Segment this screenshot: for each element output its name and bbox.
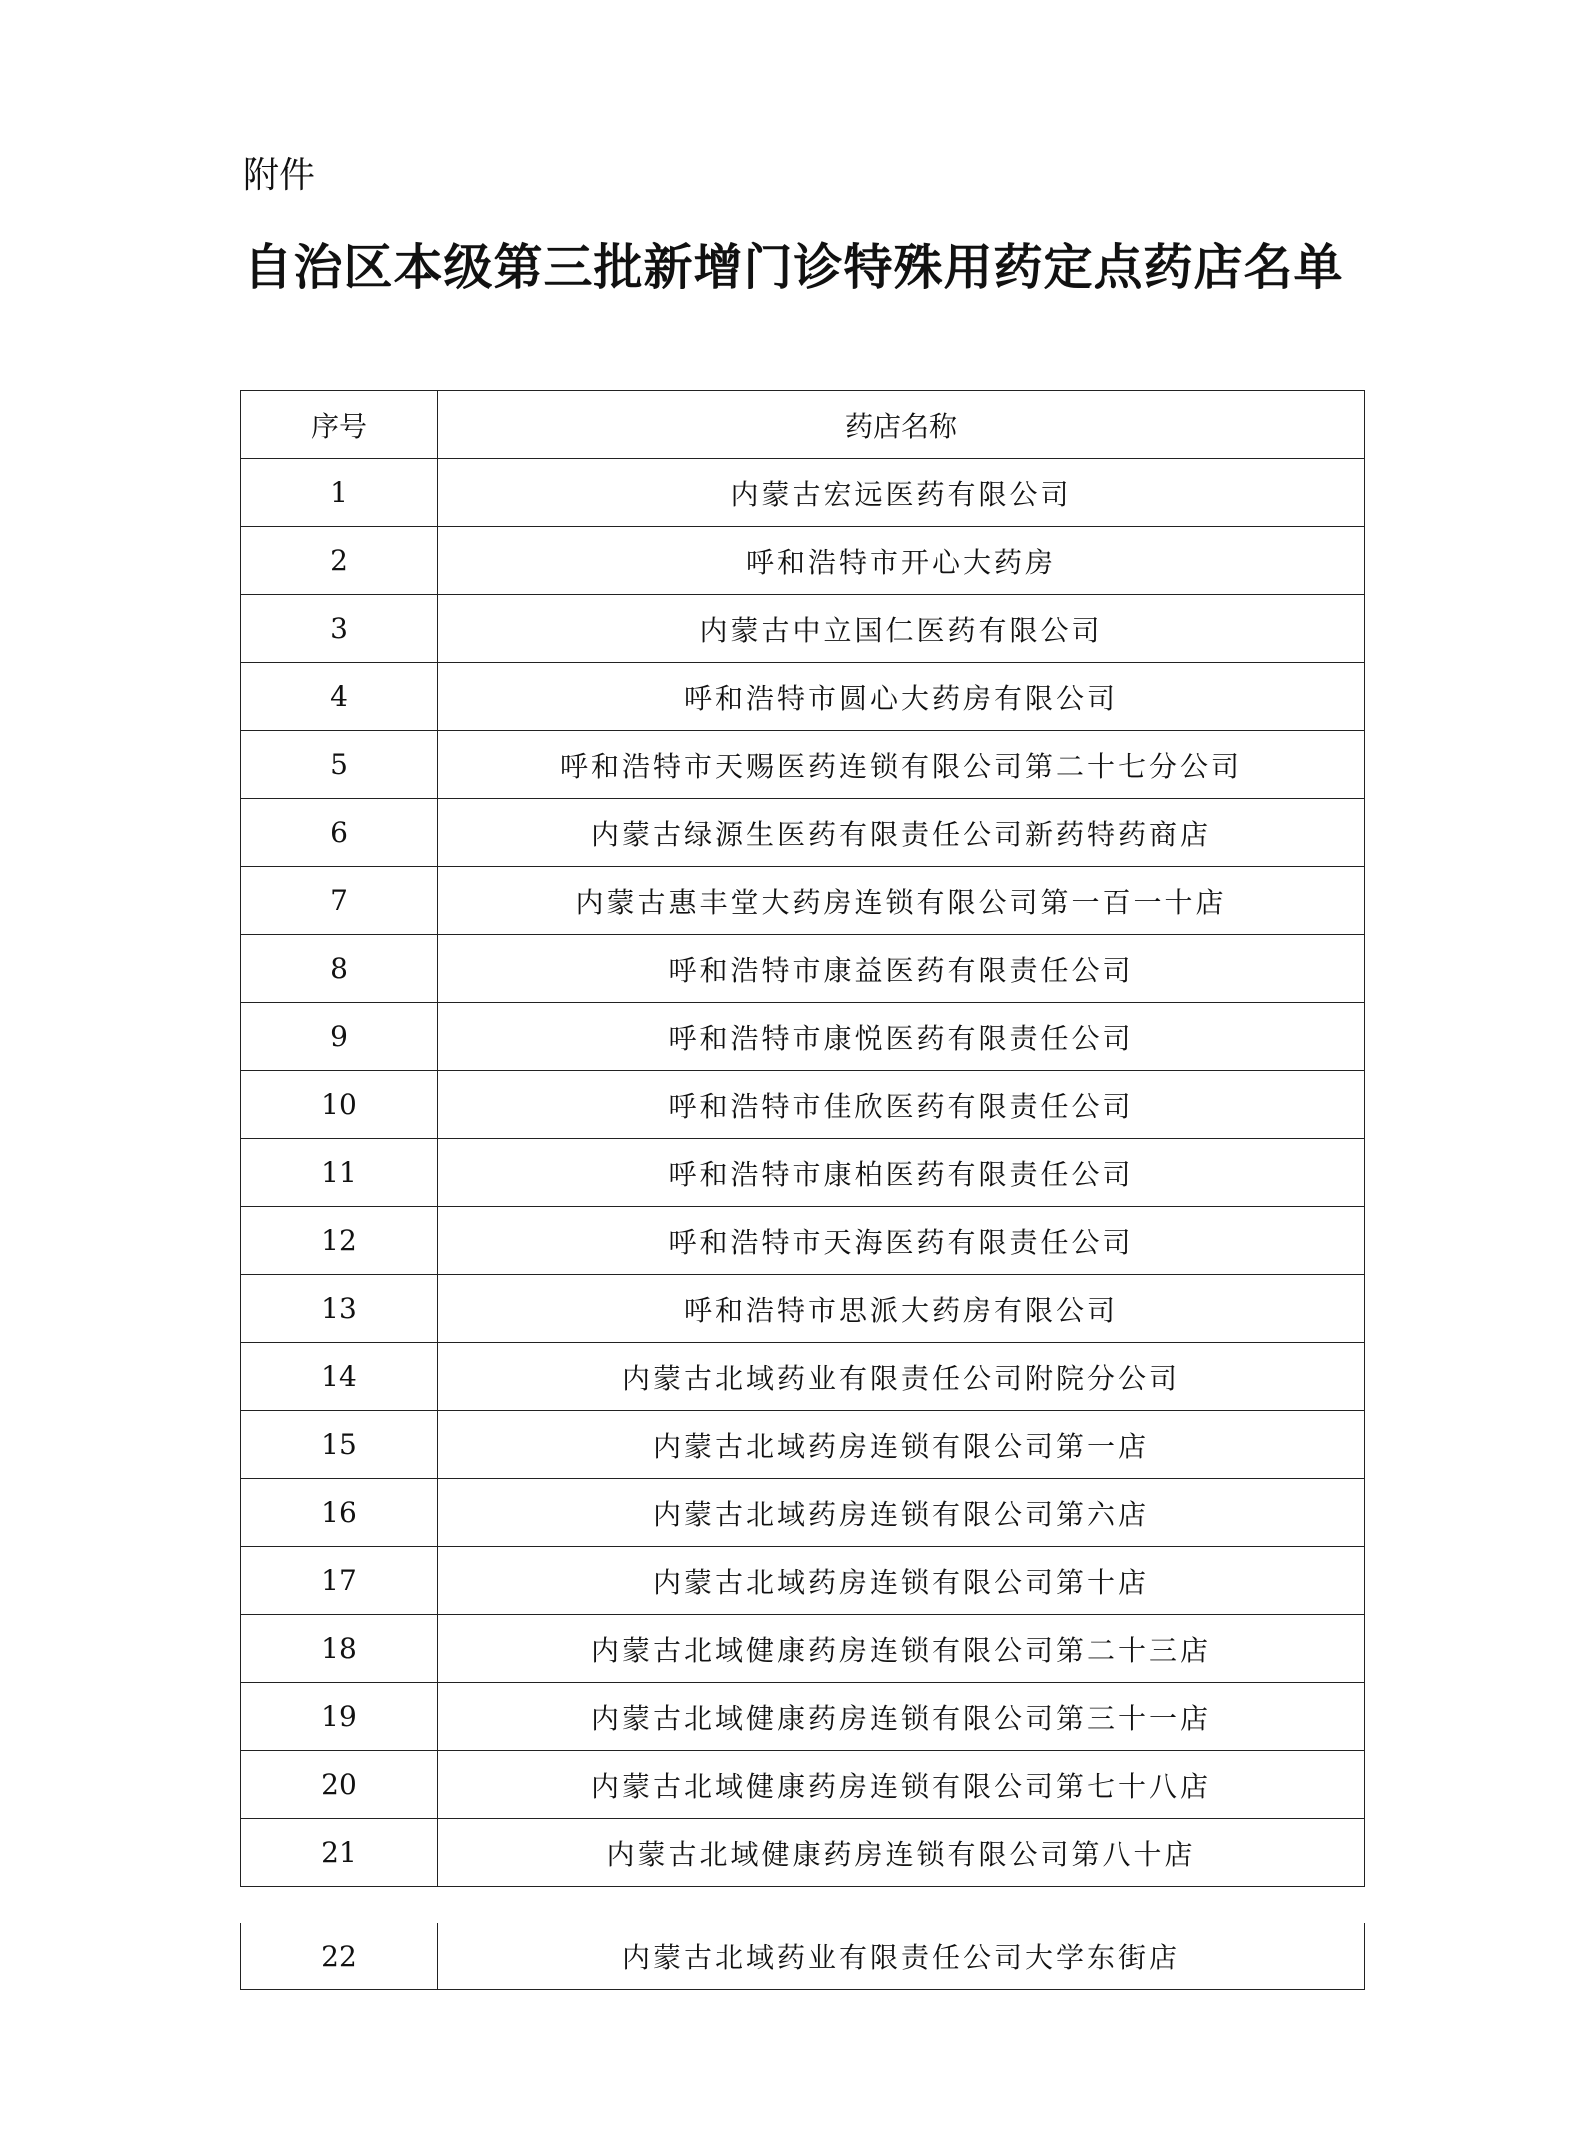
pharmacy-table-continued (240, 1923, 1365, 1990)
table-row (241, 799, 1365, 867)
row-index: 8 (241, 935, 438, 1003)
table-row (241, 1819, 1365, 1887)
pharmacy-name: 呼和浩特市康益医药有限责任公司 (438, 935, 1365, 1003)
table-row (241, 1615, 1365, 1683)
row-index: 10 (241, 1071, 438, 1139)
pharmacy-name: 内蒙古北域药房连锁有限公司第一店 (438, 1411, 1365, 1479)
row-index: 14 (241, 1343, 438, 1411)
table-row (241, 1003, 1365, 1071)
pharmacy-name: 内蒙古北域健康药房连锁有限公司第二十三店 (438, 1615, 1365, 1683)
row-index: 21 (241, 1819, 438, 1887)
table-row (241, 1479, 1365, 1547)
row-index: 18 (241, 1615, 438, 1683)
pharmacy-name: 内蒙古北域药房连锁有限公司第十店 (438, 1547, 1365, 1615)
table-row (241, 527, 1365, 595)
table-row (241, 663, 1365, 731)
pharmacy-name: 呼和浩特市佳欣医药有限责任公司 (438, 1071, 1365, 1139)
table-row (241, 1275, 1365, 1343)
column-header-name: 药店名称 (438, 391, 1365, 459)
table-header-row (241, 391, 1365, 459)
row-index: 1 (241, 459, 438, 527)
pharmacy-name: 呼和浩特市天海医药有限责任公司 (438, 1207, 1365, 1275)
table-row (241, 731, 1365, 799)
table-row (241, 1683, 1365, 1751)
table-row (241, 1139, 1365, 1207)
row-index: 15 (241, 1411, 438, 1479)
pharmacy-name: 呼和浩特市圆心大药房有限公司 (438, 663, 1365, 731)
row-index: 7 (241, 867, 438, 935)
pharmacy-name: 内蒙古绿源生医药有限责任公司新药特药商店 (438, 799, 1365, 867)
row-index: 11 (241, 1139, 438, 1207)
pharmacy-name: 内蒙古北域药房连锁有限公司第六店 (438, 1479, 1365, 1547)
column-header-index: 序号 (241, 391, 438, 459)
pharmacy-name: 呼和浩特市天赐医药连锁有限公司第二十七分公司 (438, 731, 1365, 799)
pharmacy-table (240, 390, 1365, 1887)
row-index: 5 (241, 731, 438, 799)
row-index: 12 (241, 1207, 438, 1275)
pharmacy-name: 呼和浩特市思派大药房有限公司 (438, 1275, 1365, 1343)
pharmacy-name: 内蒙古惠丰堂大药房连锁有限公司第一百一十店 (438, 867, 1365, 935)
table-row (241, 1923, 1365, 1990)
table-row (241, 1411, 1365, 1479)
table-row (241, 1547, 1365, 1615)
row-index: 17 (241, 1547, 438, 1615)
pharmacy-name: 内蒙古北域药业有限责任公司附院分公司 (438, 1343, 1365, 1411)
row-index: 16 (241, 1479, 438, 1547)
table-row (241, 867, 1365, 935)
table-row (241, 1751, 1365, 1819)
row-index: 20 (241, 1751, 438, 1819)
page-title: 自治区本级第三批新增门诊特殊用药定点药店名单 (243, 238, 1344, 296)
pharmacy-name: 内蒙古北域药业有限责任公司大学东街店 (438, 1923, 1365, 1990)
table-row (241, 595, 1365, 663)
table-row (241, 1071, 1365, 1139)
pharmacy-name: 内蒙古北域健康药房连锁有限公司第八十店 (438, 1819, 1365, 1887)
table-row (241, 459, 1365, 527)
attachment-label: 附件 (243, 155, 316, 196)
row-index: 13 (241, 1275, 438, 1343)
pharmacy-name: 呼和浩特市开心大药房 (438, 527, 1365, 595)
table-row (241, 935, 1365, 1003)
pharmacy-name: 呼和浩特市康悦医药有限责任公司 (438, 1003, 1365, 1071)
pharmacy-name: 内蒙古宏远医药有限公司 (438, 459, 1365, 527)
row-index: 6 (241, 799, 438, 867)
row-index: 4 (241, 663, 438, 731)
row-index: 2 (241, 527, 438, 595)
row-index: 19 (241, 1683, 438, 1751)
row-index: 9 (241, 1003, 438, 1071)
row-index: 22 (241, 1923, 438, 1990)
table-row (241, 1343, 1365, 1411)
pharmacy-name: 内蒙古北域健康药房连锁有限公司第七十八店 (438, 1751, 1365, 1819)
row-index: 3 (241, 595, 438, 663)
table-row (241, 1207, 1365, 1275)
pharmacy-name: 内蒙古北域健康药房连锁有限公司第三十一店 (438, 1683, 1365, 1751)
pharmacy-name: 呼和浩特市康柏医药有限责任公司 (438, 1139, 1365, 1207)
pharmacy-name: 内蒙古中立国仁医药有限公司 (438, 595, 1365, 663)
